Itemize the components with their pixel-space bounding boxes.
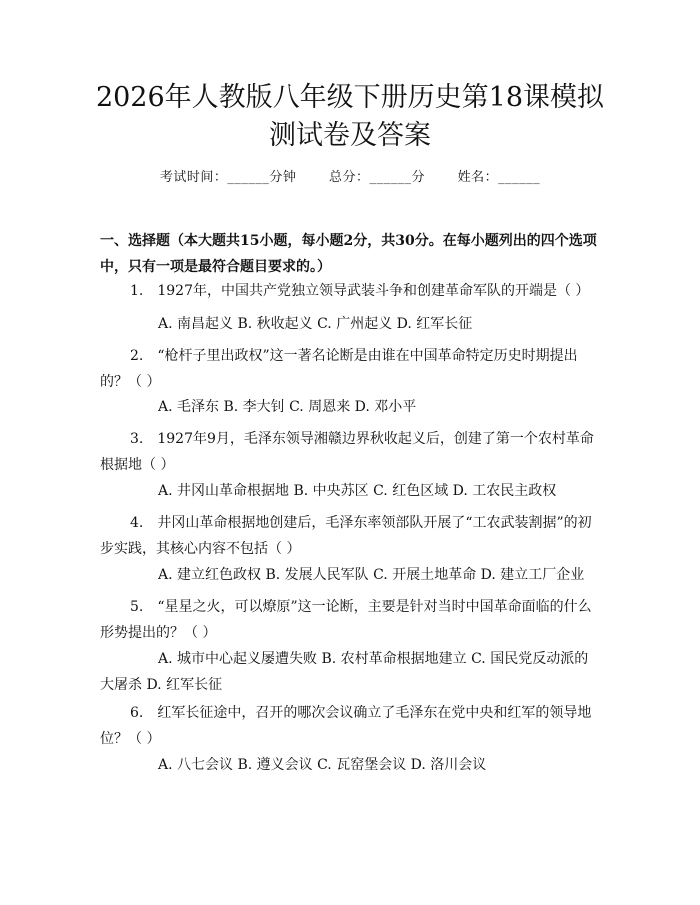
question-4-options: A. 建立红色政权 B. 发展人民军队 C. 开展土地革命 D. 建立工厂企业 — [158, 567, 585, 583]
question-1-options: A. 南昌起义 B. 秋收起义 C. 广州起义 D. 红军长征 — [158, 316, 473, 332]
question-4-stem: 4. 井冈山革命根据地创建后，毛泽东率领部队开展了“工农武装割据”的初步实践，其核心内容不包括（ ） — [100, 515, 592, 557]
question-3-options: A. 井冈山革命根据地 B. 中央苏区 C. 红色区域 D. 工农民主政权 — [158, 483, 557, 499]
question-3-stem: 3. 1927年9月，毛泽东领导湘赣边界秋收起义后，创建了第一个农村革命根据地（ ） — [100, 431, 594, 473]
question-1-stem: 1. 1927年，中国共产党独立领导武装斗争和创建革命军队的开端是（ ） — [130, 283, 590, 299]
student-name-field: 姓名：______ — [457, 170, 541, 185]
question-2-options: A. 毛泽东 B. 李大钊 C. 周恩来 D. 邓小平 — [158, 399, 417, 415]
question-6-stem: 6. 红军长征途中，召开的哪次会议确立了毛泽东在党中央和红军的领导地位？（ ） — [100, 705, 592, 747]
question-5-options: A. 城市中心起义屡遭失败 B. 农村革命根据地建立 C. 国民党反动派的大屠杀 D. 红军长征 — [100, 651, 589, 693]
exam-info — [0, 168, 700, 188]
question-5-stem: 5. “星星之火，可以燎原”这一论断，主要是针对当时中国革命面临的什么形势提出的？（ ） — [100, 599, 592, 641]
exam-time-field: 考试时间：______分钟 — [159, 170, 297, 185]
document-title-line2: 测试卷及答案 — [269, 120, 431, 151]
document-title-line1: 2026年人教版八年级下册历史第18课模拟 — [95, 82, 605, 113]
section-heading: 一、选择题（本大题共15小题，每小题2分，共30分。在每小题列出的四个选项中，只有一项是最符合题目要求的。） — [100, 233, 597, 275]
question-2-stem: 2. “枪杆子里出政权”这一著名论断是由谁在中国革命特定历史时期提出的？（ ） — [100, 348, 578, 390]
total-score-field: 总分：______分 — [328, 170, 425, 185]
question-6-options: A. 八七会议 B. 遵义会议 C. 瓦窑堡会议 D. 洛川会议 — [158, 757, 487, 773]
